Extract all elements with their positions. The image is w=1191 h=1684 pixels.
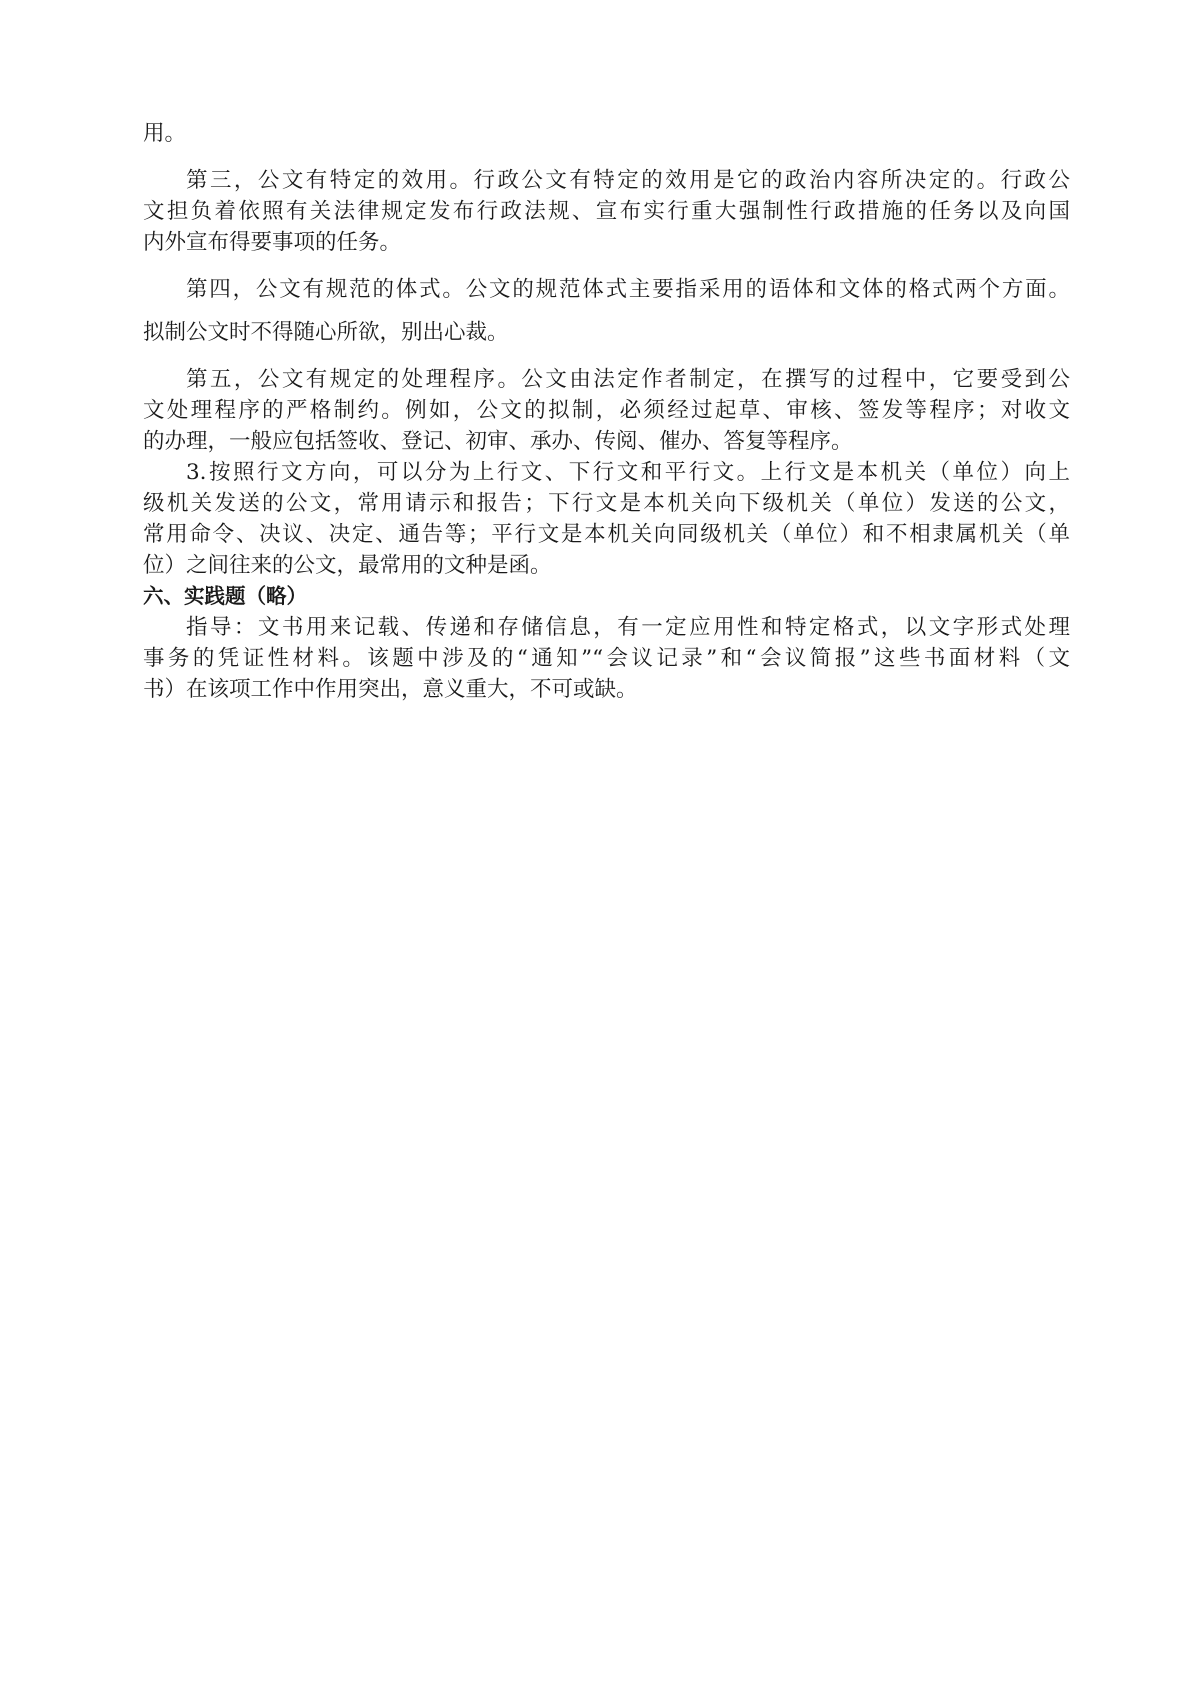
document-page: [143, 118, 1070, 705]
paragraph-direction: [143, 457, 1070, 581]
heading-practice: 六、实践题（略）: [143, 584, 307, 608]
text-line: 拟制公文时不得随心所欲，别出心裁。: [143, 320, 509, 345]
text-line: 文担负着依照有关法律规定发布行政法规、宣布实行重大强制性行政措施的任务以及向国: [143, 199, 1070, 224]
text-line: 第五，公文有规定的处理程序。公文由法定作者制定，在撰写的过程中，它要受到公: [186, 367, 1070, 392]
text-line: 文处理程序的严格制约。例如，公文的拟制，必须经过起草、审核、签发等程序；对收文: [143, 398, 1070, 423]
text-line: 用。: [143, 121, 187, 146]
paragraph-continuation: [143, 118, 1070, 149]
text-line: 第四，公文有规范的体式。公文的规范体式主要指采用的语体和文体的格式两个方面。: [186, 277, 1070, 302]
text-line: 指导：文书用来记载、传递和存储信息，有一定应用性和特定格式，以文字形式处理: [186, 615, 1070, 640]
paragraph-fourth-point: [143, 274, 1070, 348]
section-heading: [143, 581, 1070, 612]
text-line: 第三，公文有特定的效用。行政公文有特定的效用是它的政治内容所决定的。行政公: [186, 168, 1070, 193]
text-line: 的办理，一般应包括签收、登记、初审、承办、传阅、催办、答复等程序。: [143, 429, 853, 454]
paragraph-fifth-point: [143, 364, 1070, 457]
paragraph-third-point: [143, 165, 1070, 258]
text-line: 书）在该项工作中作用突出，意义重大，不可或缺。: [143, 677, 638, 702]
text-line: 位）之间往来的公文，最常用的文种是函。: [143, 553, 552, 578]
paragraph-guidance: [143, 612, 1070, 705]
text-line: 3.按照行文方向，可以分为上行文、下行文和平行文。上行文是本机关（单位）向上: [186, 460, 1070, 485]
text-line: 常用命令、决议、决定、通告等；平行文是本机关向同级机关（单位）和不相隶属机关（单: [143, 522, 1070, 547]
text-line: 事务的凭证性材料。该题中涉及的“通知”“会议记录”和“会议简报”这些书面材料（文: [143, 646, 1070, 671]
text-line: 级机关发送的公文，常用请示和报告；下行文是本机关向下级机关（单位）发送的公文，: [143, 491, 1070, 516]
text-line: 内外宣布得要事项的任务。: [143, 230, 402, 255]
